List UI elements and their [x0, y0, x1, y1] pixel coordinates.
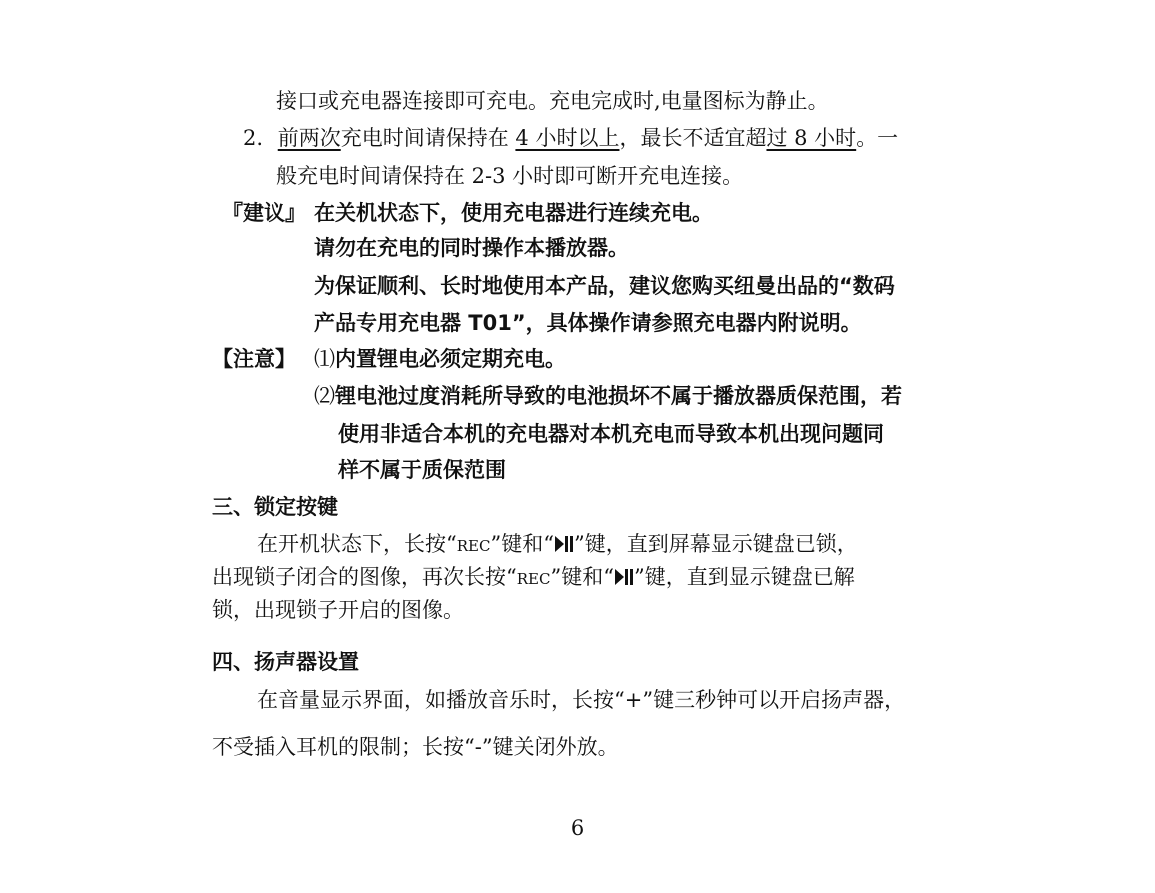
text-segment: ”键和“: [490, 532, 554, 556]
notice-item-2-line-3: 样不属于质保范围: [338, 458, 506, 482]
notice-marker-1: ⑴: [314, 347, 335, 371]
underlined-text: 前两次: [277, 126, 341, 150]
page-number: 6: [570, 816, 585, 840]
suggestion-line-4: 产品专用充电器 T01”，具体操作请参照充电器内附说明。: [314, 311, 862, 335]
text-segment: ”键，直到屏幕显示键盘已锁，: [573, 532, 858, 556]
notice-marker-2: ⑵: [314, 384, 335, 408]
text-segment: 充电时间请保持在: [340, 126, 509, 150]
charging-line-1: 接口或充电器连接即可充电。充电完成时,电量图标为静止。: [276, 89, 829, 113]
notice-item-2-text: 锂电池过度消耗所导致的电池损坏不属于播放器质保范围，若: [335, 384, 902, 408]
suggestion-line-3: 为保证顺利、长时地使用本产品，建议您购买纽曼出品的“数码: [314, 274, 895, 298]
lock-paragraph-line-3: 锁，出现锁子开启的图像。: [212, 598, 464, 622]
underlined-text: 4 小时以上: [515, 126, 620, 150]
section-heading-speaker: 四、扬声器设置: [212, 650, 359, 674]
text-segment: 。一: [856, 126, 899, 150]
suggestion-line-2: 请勿在充电的同时操作本播放器。: [314, 236, 629, 260]
speaker-paragraph-line-1: 在音量显示界面，如播放音乐时，长按“+”键三秒钟可以开启扬声器，: [257, 688, 906, 712]
play-pause-icon: [554, 532, 574, 550]
text-segment: ”键和“: [550, 565, 614, 589]
text-segment: 出现锁子闭合的图像，再次长按“: [212, 565, 517, 589]
speaker-paragraph-line-2: 不受插入耳机的限制；长按“-”键关闭外放。: [212, 735, 619, 759]
suggestion-line-1: 在关机状态下，使用充电器进行连续充电。: [314, 201, 713, 225]
notice-item-1: [314, 345, 566, 373]
text-segment: ”键，直到显示键盘已解: [633, 565, 855, 589]
charging-item-2-line-2: 般充电时间请保持在 2-3 小时即可断开充电连接。: [276, 164, 744, 188]
play-pause-icon: [614, 565, 634, 583]
text-segment: 在开机状态下，长按“: [257, 532, 457, 556]
charging-item-2-line-1: [243, 124, 898, 152]
notice-item-1-text: 内置锂电必须定期充电。: [335, 347, 566, 371]
suggestion-tag: 『建议』: [222, 201, 306, 225]
notice-item-2-line-2: 使用非适合本机的充电器对本机充电而导致本机出现问题同: [338, 422, 884, 446]
section-heading-lock: 三、锁定按键: [212, 495, 338, 519]
text-segment: ，最长不适宜超: [619, 126, 767, 150]
lock-paragraph-line-2: [212, 563, 855, 593]
item-number: 2.: [243, 126, 264, 150]
notice-item-2-line-1: [314, 382, 902, 410]
rec-key-label: REC: [456, 537, 491, 555]
underlined-text: 过 8 小时: [766, 126, 857, 150]
lock-paragraph-line-1: [257, 530, 858, 560]
notice-tag: 【注意】: [212, 347, 296, 371]
rec-key-label: REC: [516, 570, 551, 588]
